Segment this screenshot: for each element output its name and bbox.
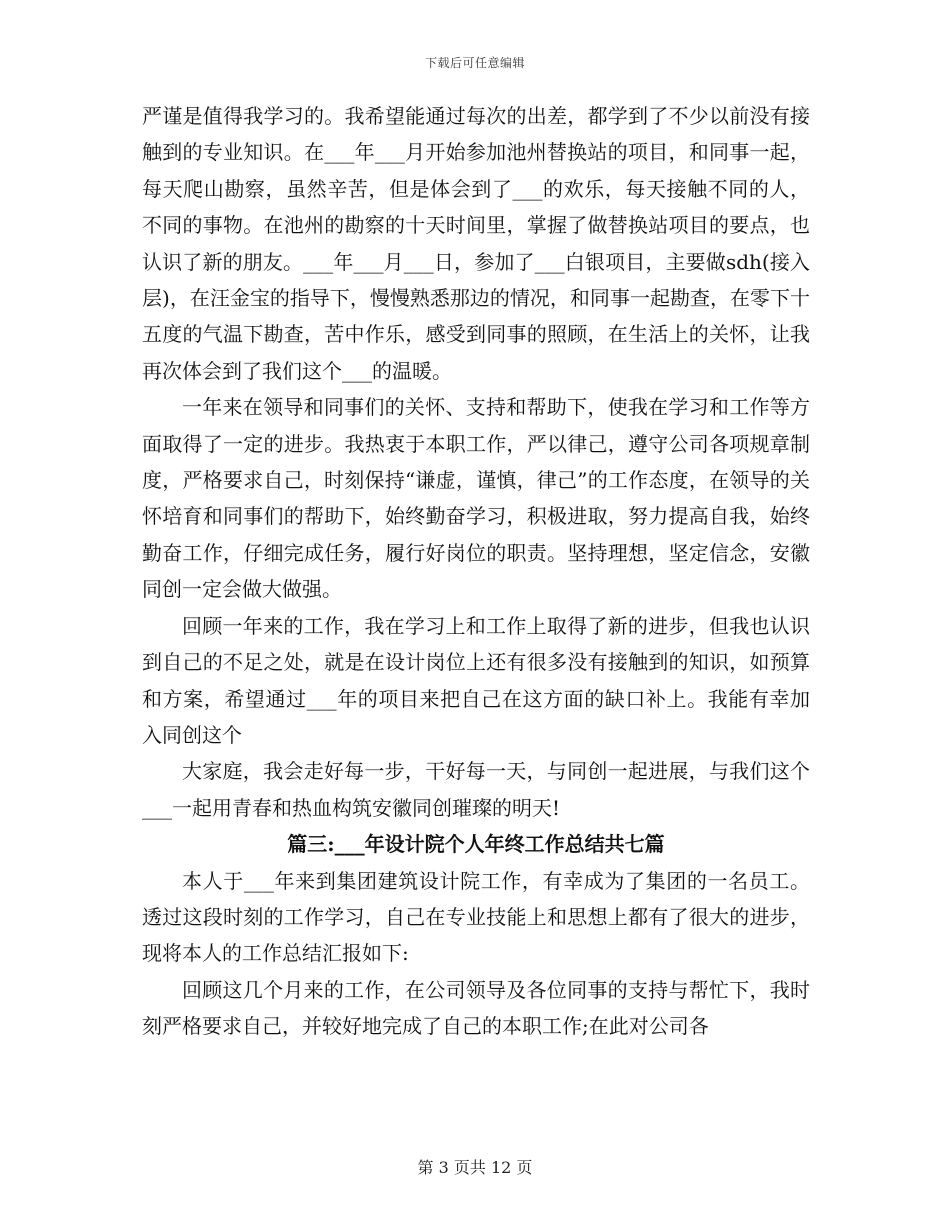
header-note: 下载后可任意编辑 <box>424 56 525 70</box>
document-body <box>142 98 810 1045</box>
section-title: 篇三:___年设计院个人年终工作总结共七篇 <box>287 832 665 857</box>
paragraph-1: 严谨是值得我学习的。我希望能通过每次的出差，都学到了不少以前没有接触到的专业知识。在___年___月开始参加池州替换站的项目，和同事一起，每天爬山勘察，虽然辛苦，但是体会到了___的欢乐，每天接触不同的人，不同的事物。在池州的勘察的十天时间里，掌握了做替换站项目的要点，也认识了新的朋友。___年___月___日，参加了___白银项目，主要做sdh(接入层)，在汪金宝的指导下，慢慢熟悉那边的情况，和同事一起勘查，在零下十五度的气温下勘查，苦中作乐，感受到同事的照顾，在生活上的关怀，让我再次体会到了我们这个___的温暖。 <box>142 104 810 383</box>
paragraph-3: 回顾一年来的工作，我在学习上和工作上取得了新的进步，但我也认识到自己的不足之处，就是在设计岗位上还有很多没有接触到的知识，如预算和方案，希望通过___年的项目来把自己在这方面的缺口补上。我能有幸加入同创这个 <box>142 613 810 747</box>
page-number-footer: 第 3 页共 12 页 <box>417 1158 533 1177</box>
paragraph-2: 一年来在领导和同事们的关怀、支持和帮助下，使我在学习和工作等方面取得了一定的进步。我热衷于本职工作，严以律己，遵守公司各项规章制度，严格要求自己，时刻保持“谦虚，谨慎，律己”的工作态度，在领导的关怀培育和同事们的帮助下，始终勤奋学习，积极进取，努力提高自我，始终勤奋工作，仔细完成任务，履行好岗位的职责。坚持理想，坚定信念，安徽同创一定会做大做强。 <box>142 395 810 602</box>
paragraph-4: 大家庭，我会走好每一步，干好每一天，与同创一起进展，与我们这个___一起用青春和热血构筑安徽同创璀璨的明天! <box>142 759 810 820</box>
paragraph-6: 回顾这几个月来的工作，在公司领导及各位同事的支持与帮忙下，我时刻严格要求自己，并较好地完成了自己的本职工作;在此对公司各 <box>142 977 810 1039</box>
paragraph-5: 本人于___年来到集团建筑设计院工作，有幸成为了集团的一名员工。透过这段时刻的工作学习，自己在专业技能上和思想上都有了很大的进步，现将本人的工作总结汇报如下: <box>142 868 810 966</box>
